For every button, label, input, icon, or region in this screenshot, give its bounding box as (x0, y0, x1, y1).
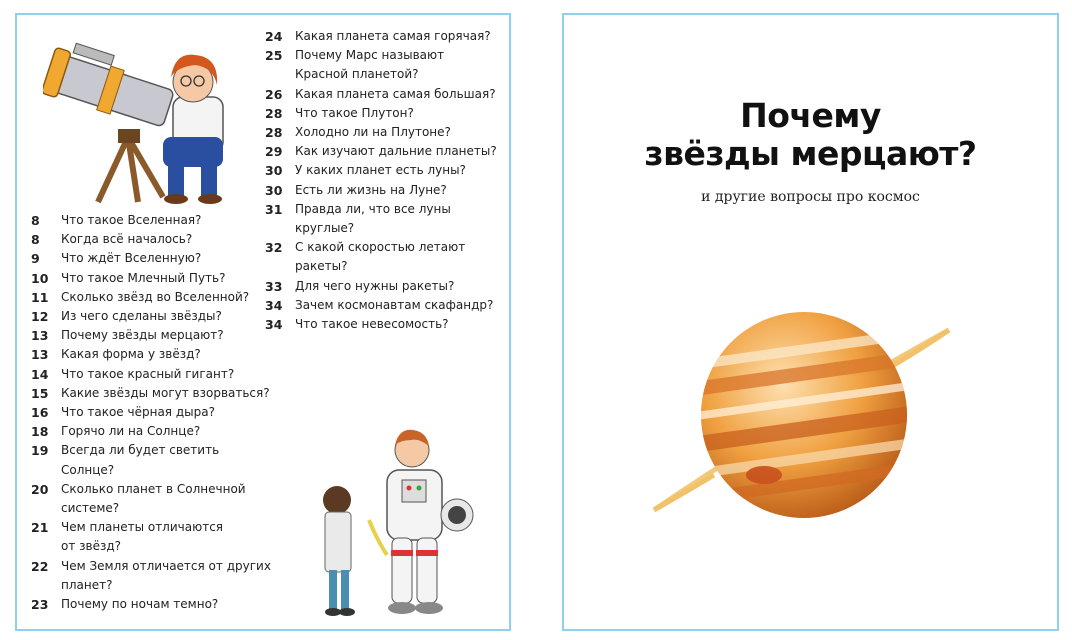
toc-entry-text: У каких планет есть луны? (295, 163, 466, 178)
toc-entry (31, 576, 281, 595)
toc-page-number (265, 65, 295, 84)
toc-page-number: 11 (31, 289, 49, 305)
toc-page-number (31, 537, 61, 556)
toc-page-number: 14 (31, 366, 49, 382)
toc-entry-text: Чем планеты отличаются (61, 520, 224, 535)
toc-entry-text: Что ждёт Вселенную? (61, 251, 202, 266)
toc-entry-text: Что такое красный гигант? (61, 366, 235, 381)
toc-entry (265, 142, 500, 161)
toc-entry (265, 161, 500, 180)
toc-entry-text: Как изучают дальние планеты? (295, 144, 497, 159)
toc-page-number: 13 (31, 328, 49, 344)
toc-page-number: 15 (31, 385, 49, 401)
toc-entry (265, 85, 500, 104)
toc-entry-text: Какая планета самая горячая? (295, 29, 491, 43)
toc-page-number: 31 (265, 201, 283, 217)
toc-entry (265, 27, 500, 46)
toc-entry-text: Что такое Плутон? (295, 105, 414, 120)
toc-entry (31, 595, 281, 614)
toc-entry-text: Какая планета самая большая? (295, 86, 496, 101)
toc-entry (31, 230, 281, 249)
toc-entry-text: Почему звёзды мерцают? (61, 328, 224, 343)
toc-entry-text: Красной планетой? (295, 67, 419, 82)
toc-page-number: 12 (31, 309, 49, 325)
toc-entry (265, 219, 500, 238)
toc-page-number: 26 (265, 86, 283, 102)
toc-entry-text: Солнце? (61, 462, 115, 477)
toc-entry (265, 238, 500, 257)
right-page-cover (562, 13, 1059, 631)
toc-entry-text: Из чего сделаны звёзды? (61, 309, 222, 324)
toc-page-number: 30 (265, 182, 283, 198)
toc-entry-text: планет? (61, 577, 113, 592)
toc-entry-text: С какой скоростью летают (295, 240, 466, 255)
toc-entry (31, 557, 281, 576)
toc-entry-text: Есть ли жизнь на Луне? (295, 182, 447, 197)
toc-entry (265, 200, 500, 219)
toc-entry (31, 249, 281, 268)
toc-page-number: 22 (31, 558, 49, 574)
toc-entry-text: круглые? (295, 221, 355, 236)
toc-entry (31, 365, 281, 384)
toc-page-number: 25 (265, 48, 283, 64)
toc-entry (31, 288, 281, 307)
toc-page-number: 18 (31, 424, 49, 440)
table-of-contents-right (265, 27, 500, 334)
toc-entry (31, 480, 281, 499)
toc-entry-text: Зачем космонавтам скафандр? (295, 297, 494, 312)
toc-page-number: 20 (31, 481, 49, 497)
toc-entry-text: Правда ли, что все луны (295, 201, 451, 216)
toc-page-number: 9 (31, 251, 40, 267)
toc-page-number: 34 (265, 297, 283, 313)
toc-entry-text: Всегда ли будет светить (61, 443, 220, 458)
toc-entry (265, 123, 500, 142)
table-of-contents-left (31, 211, 281, 614)
toc-page-number: 33 (265, 278, 283, 294)
toc-entry-text: Что такое невесомость? (295, 317, 449, 332)
toc-page-number: 10 (31, 270, 49, 286)
toc-entry-text: Когда всё началось? (61, 232, 193, 247)
toc-entry (31, 518, 281, 537)
toc-entry-text: Почему по ночам темно? (61, 597, 219, 612)
toc-entry (31, 441, 281, 460)
toc-entry-text: Почему Марс называют (295, 48, 445, 63)
toc-entry-text: Какая форма у звёзд? (61, 347, 201, 362)
toc-entry (31, 537, 281, 556)
toc-entry-text: ракеты? (295, 259, 348, 274)
planet-illustration (644, 305, 954, 525)
toc-entry (265, 46, 500, 65)
toc-entry (265, 315, 500, 334)
toc-page-number (31, 461, 61, 480)
toc-page-number: 29 (265, 144, 283, 160)
left-page (15, 13, 511, 631)
title-line-2: звёзды мерцают? (644, 134, 977, 173)
toc-entry (31, 384, 281, 403)
toc-page-number: 16 (31, 405, 49, 421)
toc-entry (265, 104, 500, 123)
toc-entry-text: Какие звёзды могут взорваться? (61, 385, 270, 400)
toc-page-number (265, 219, 295, 238)
toc-entry-text: Для чего нужны ракеты? (295, 278, 455, 293)
toc-entry (31, 422, 281, 441)
toc-entry-text: Что такое Вселенная? (61, 213, 202, 227)
toc-entry (31, 461, 281, 480)
cover-title (564, 97, 1057, 173)
toc-page-number: 24 (265, 29, 283, 44)
toc-page-number: 19 (31, 443, 49, 459)
toc-page-number: 8 (31, 213, 40, 228)
cover-subtitle: и другие вопросы про космос (701, 189, 920, 205)
toc-entry (31, 345, 281, 364)
toc-page-number: 28 (265, 125, 283, 141)
toc-page-number: 34 (265, 317, 283, 333)
toc-entry-text: Горячо ли на Солнце? (61, 424, 201, 439)
toc-entry (265, 181, 500, 200)
toc-page-number: 13 (31, 347, 49, 363)
toc-entry (31, 307, 281, 326)
toc-entry-text: от звёзд? (61, 539, 122, 554)
toc-entry-text: системе? (61, 501, 120, 516)
toc-entry (31, 211, 281, 230)
astronaut-child-illustration (307, 420, 477, 620)
telescope-scientist-illustration (43, 37, 253, 207)
toc-page-number (265, 257, 295, 276)
toc-entry (31, 403, 281, 422)
toc-page-number: 23 (31, 597, 49, 613)
toc-entry (265, 65, 500, 84)
toc-entry (265, 257, 500, 276)
title-line-1: Почему (740, 96, 881, 135)
toc-entry-text: Сколько планет в Солнечной (61, 481, 246, 496)
toc-entry-text: Что такое чёрная дыра? (61, 405, 215, 420)
toc-page-number: 28 (265, 105, 283, 121)
toc-page-number (31, 499, 61, 518)
toc-entry (265, 277, 500, 296)
toc-entry-text: Что такое Млечный Путь? (61, 270, 226, 285)
toc-entry-text: Сколько звёзд во Вселенной? (61, 289, 250, 304)
toc-page-number: 8 (31, 232, 40, 248)
toc-entry-text: Чем Земля отличается от других (61, 558, 271, 573)
toc-entry (31, 499, 281, 518)
toc-entry-text: Холодно ли на Плутоне? (295, 125, 451, 140)
toc-entry (31, 269, 281, 288)
toc-page-number: 30 (265, 163, 283, 179)
toc-entry (31, 326, 281, 345)
toc-page-number: 21 (31, 520, 49, 536)
toc-page-number (31, 576, 61, 595)
toc-entry (265, 296, 500, 315)
toc-page-number: 32 (265, 240, 283, 256)
